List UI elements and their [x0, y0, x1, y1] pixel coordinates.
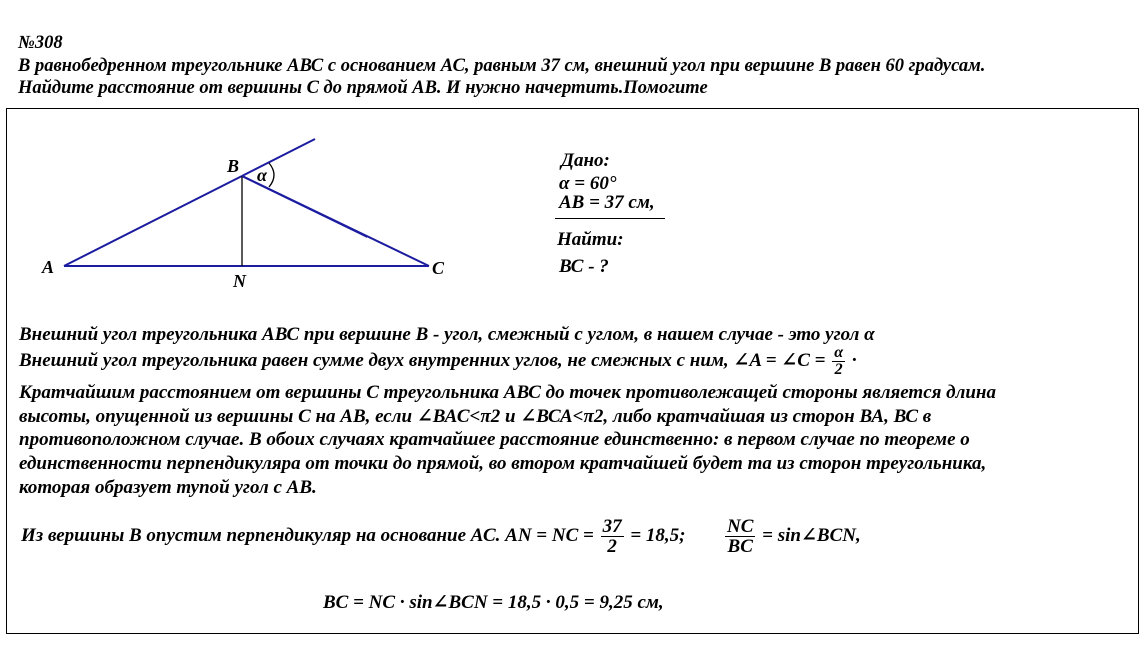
given-divider	[555, 218, 665, 219]
label-c: C	[432, 258, 445, 278]
label-b: B	[227, 156, 240, 176]
solution-p4-sine: = sin∠BCN,	[762, 524, 861, 546]
problem-statement-line-2: Найдите расстояние от вершины С до прямой АВ. И нужно начертить.Помогите	[18, 78, 708, 98]
solution-p3-line-4: единственности перпендикуляра от точки до прямой, во втором кратчайшей будет та из сторон треугольника,	[19, 453, 987, 474]
solution-p4-text: Из вершины В опустим перпендикуляр на основание АС. AN = NC =	[21, 524, 594, 546]
solution-p3-line-2: высоты, опущенной из вершины С на АВ, если ∠ВАС<π2 и ∠ВСА<π2, либо кратчайшая из сторон ВА, ВС в	[19, 406, 932, 427]
fraction-numerator: NC	[727, 516, 754, 537]
label-a: A	[42, 257, 55, 277]
solution-p3-line-5: которая образует тупой угол с АВ.	[19, 477, 317, 498]
solution-p2-text: Внешний угол треугольника равен сумме двух внутренних углов, не смежных с ним, ∠A = ∠C =	[19, 349, 826, 371]
solution-p3-line-3: противоположном случае. В обоих случаях кратчайшее расстояние единственно: в первом случае по теореме о	[19, 429, 970, 450]
fraction-denominator: 2	[607, 536, 617, 557]
find-title: Найти:	[557, 229, 624, 250]
solution-p2	[19, 345, 857, 378]
solution-p3-line-1: Кратчайшим расстоянием от вершины С треугольника АВС до точек противолежащей стороны является длина	[19, 382, 996, 403]
given-title: Дано:	[561, 150, 610, 171]
half-base-fraction	[601, 517, 624, 556]
find-value: ВС - ?	[559, 256, 609, 277]
solution-final-answer: BC = NC · sin∠BCN = 18,5 · 0,5 = 9,25 см,	[323, 592, 664, 613]
given-alpha: α = 60°	[559, 173, 617, 194]
solution-p2-end: ·	[851, 349, 857, 371]
label-n: N	[233, 271, 246, 291]
triangle-figure-bc-tail	[242, 176, 432, 276]
solution-frame	[6, 108, 1139, 634]
label-alpha: α	[257, 165, 267, 185]
solution-p1: Внешний угол треугольника АВС при вершине В - угол, смежный с углом, в нашем случае - это угол α	[19, 324, 875, 345]
solution-p4	[21, 517, 861, 556]
fraction-numerator: 37	[602, 516, 622, 537]
problem-statement-line-1: В равнобедренном треугольнике АВС с основанием АС, равным 37 см, внешний угол при вершине В равен 60 градусам.	[18, 56, 986, 76]
side-ab	[64, 176, 242, 266]
solution-p4-result: = 18,5;	[630, 524, 686, 546]
nc-over-bc-fraction	[725, 517, 755, 556]
fraction-denominator: BC	[727, 536, 753, 557]
problem-number: №308	[18, 33, 63, 53]
extension-ab	[242, 139, 315, 176]
given-ab: АВ = 37 см,	[559, 192, 655, 213]
fraction-denominator: 2	[834, 361, 843, 378]
fraction-numerator: α	[834, 344, 844, 361]
alpha-over-two-fraction	[832, 345, 845, 378]
